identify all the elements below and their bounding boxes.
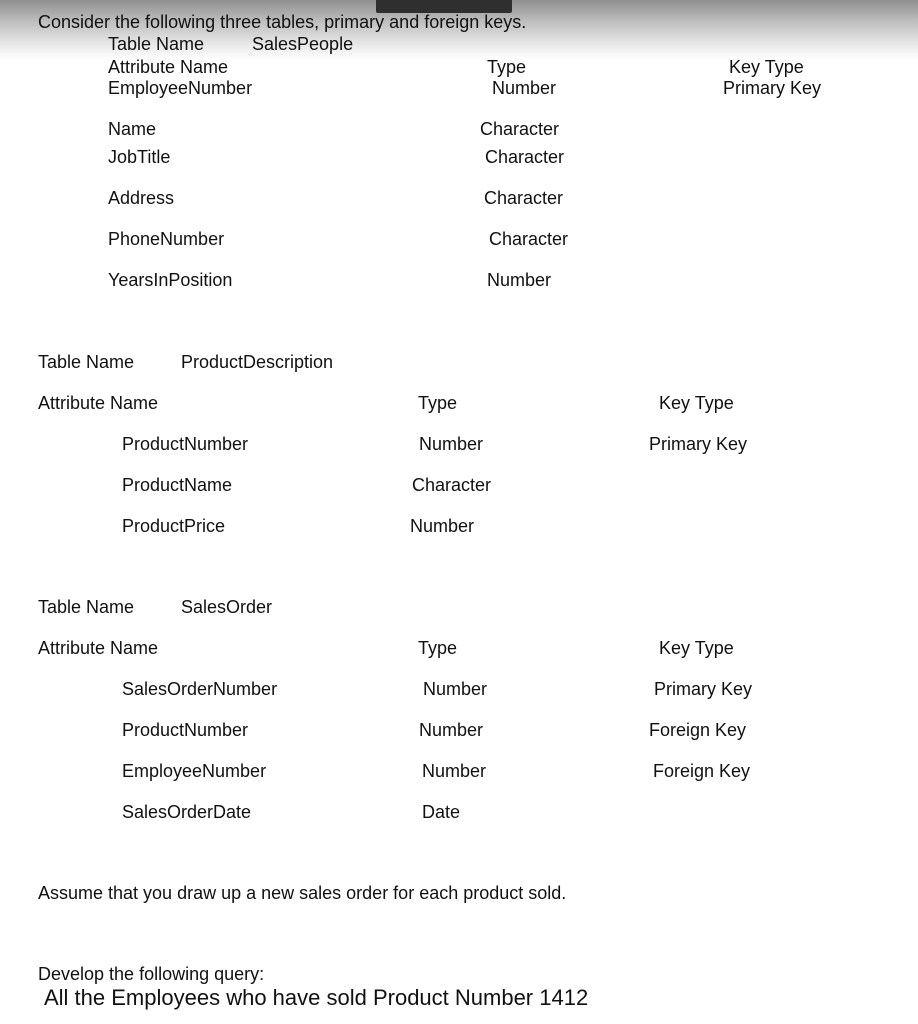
salespeople-row-5-type: Number	[487, 270, 552, 290]
sales-order-row-2-attribute: EmployeeNumber	[122, 761, 267, 781]
salespeople-row-4-type: Character	[489, 229, 569, 249]
salespeople-row-0-attribute: EmployeeNumber	[108, 78, 253, 98]
sales-order-header-type: Type	[418, 638, 458, 658]
sales-order-row-1-key: Foreign Key	[649, 720, 747, 740]
salespeople-row-3-type: Character	[484, 188, 564, 208]
salespeople-row-5-attribute: YearsInPosition	[108, 270, 233, 290]
product-description-table-name: ProductDescription	[181, 352, 334, 372]
product-description-header-type: Type	[418, 393, 458, 413]
product-description-row-1-type: Character	[412, 475, 492, 495]
product-description-row-0-type: Number	[419, 434, 484, 454]
salespeople-header-attribute: Attribute Name	[108, 57, 229, 77]
query-text: All the Employees who have sold Product Number 1412	[44, 985, 589, 1010]
sales-order-table-name: SalesOrder	[181, 597, 273, 617]
salespeople-table-name-label: Table Name	[108, 34, 205, 54]
sales-order-header-attribute: Attribute Name	[38, 638, 159, 658]
product-description-row-0-key: Primary Key	[649, 434, 748, 454]
sales-order-row-3-attribute: SalesOrderDate	[122, 802, 252, 822]
salespeople-row-2-attribute: JobTitle	[108, 147, 171, 167]
product-description-row-1-attribute: ProductName	[122, 475, 233, 495]
sales-order-row-0-attribute: SalesOrderNumber	[122, 679, 278, 699]
sales-order-row-1-attribute: ProductNumber	[122, 720, 249, 740]
salespeople-row-0-key: Primary Key	[723, 78, 822, 98]
salespeople-row-3-attribute: Address	[108, 188, 175, 208]
product-description-row-2-type: Number	[410, 516, 475, 536]
sales-order-row-0-type: Number	[423, 679, 488, 699]
product-description-row-2-attribute: ProductPrice	[122, 516, 226, 536]
sales-order-table-name-label: Table Name	[38, 597, 135, 617]
intro-text: Consider the following three tables, primary and foreign keys.	[38, 12, 527, 32]
salespeople-row-4-attribute: PhoneNumber	[108, 229, 225, 249]
salespeople-row-1-attribute: Name	[108, 119, 157, 139]
sales-order-header-key: Key Type	[659, 638, 734, 658]
sales-order-row-0-key: Primary Key	[654, 679, 753, 699]
sales-order-row-3-type: Date	[422, 802, 461, 822]
sales-order-row-1-type: Number	[419, 720, 484, 740]
assumption-text: Assume that you draw up a new sales order for each product sold.	[38, 883, 567, 903]
query-label: Develop the following query:	[38, 964, 265, 984]
product-description-header-attribute: Attribute Name	[38, 393, 159, 413]
product-description-table-name-label: Table Name	[38, 352, 135, 372]
salespeople-header-type: Type	[487, 57, 527, 77]
sales-order-row-2-key: Foreign Key	[653, 761, 751, 781]
product-description-row-0-attribute: ProductNumber	[122, 434, 249, 454]
salespeople-header-key: Key Type	[729, 57, 804, 77]
salespeople-table-name: SalesPeople	[252, 34, 354, 54]
salespeople-row-2-type: Character	[485, 147, 565, 167]
sales-order-row-2-type: Number	[422, 761, 487, 781]
salespeople-row-1-type: Character	[480, 119, 560, 139]
product-description-header-key: Key Type	[659, 393, 734, 413]
salespeople-row-0-type: Number	[492, 78, 557, 98]
